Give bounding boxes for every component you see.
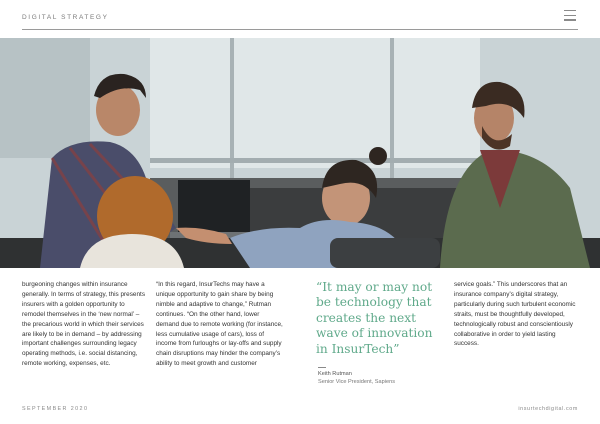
pull-quote-author-role: Senior Vice President, Sapiens: [318, 379, 396, 385]
section-title: DIGITAL STRATEGY: [22, 14, 109, 21]
footer-date: SEPTEMBER 2020: [22, 406, 89, 412]
article-column-2-text: “In this regard, InsurTechs may have a unique opportunity to gain share by being nimble and adaptive to change,” Rutman continues. “On the other hand, lower demand due to remote working (for instance, less cumulative usage of cars), loss of income from furloughs or lay-offs and supply chain disruptions may hinder the company’s ability to meet growth and customer: [156, 281, 283, 368]
page-header: [22, 10, 578, 30]
hamburger-menu-icon[interactable]: [564, 10, 576, 21]
article-column-1: [22, 280, 148, 369]
pull-quote: “It may or may not be technology that creates the next wave of innovation in InsurTech”: [316, 280, 433, 356]
footer-site-link[interactable]: insurtechdigital.com: [518, 406, 578, 412]
article-column-3: [454, 280, 582, 349]
hero-photo: [0, 38, 600, 268]
article-column-1-text: burgeoning changes within insurance generally. In terms of strategy, this presents insurers with a golden opportunity to remodel themselves in the ‘new normal’ – the precarious world in which their services are likely to be in demand – by addressing important challenges surrounding legacy operating methods, i.e. social distancing, remote working, expenses, etc.: [22, 281, 146, 368]
header-divider: [22, 29, 578, 30]
pull-quote-divider: [318, 367, 326, 368]
pull-quote-author: Keith Rutman: [318, 371, 352, 377]
article-column-3-text: service goals.” This underscores that an insurance company’s digital strategy, particularly during such turbulent economic straits, must be thoughtfully developed, technologically robust and conscientiously collaborative in order to yield lasting success.: [454, 281, 576, 348]
office-meeting-illustration: [0, 38, 600, 268]
article-column-2: [156, 280, 284, 369]
